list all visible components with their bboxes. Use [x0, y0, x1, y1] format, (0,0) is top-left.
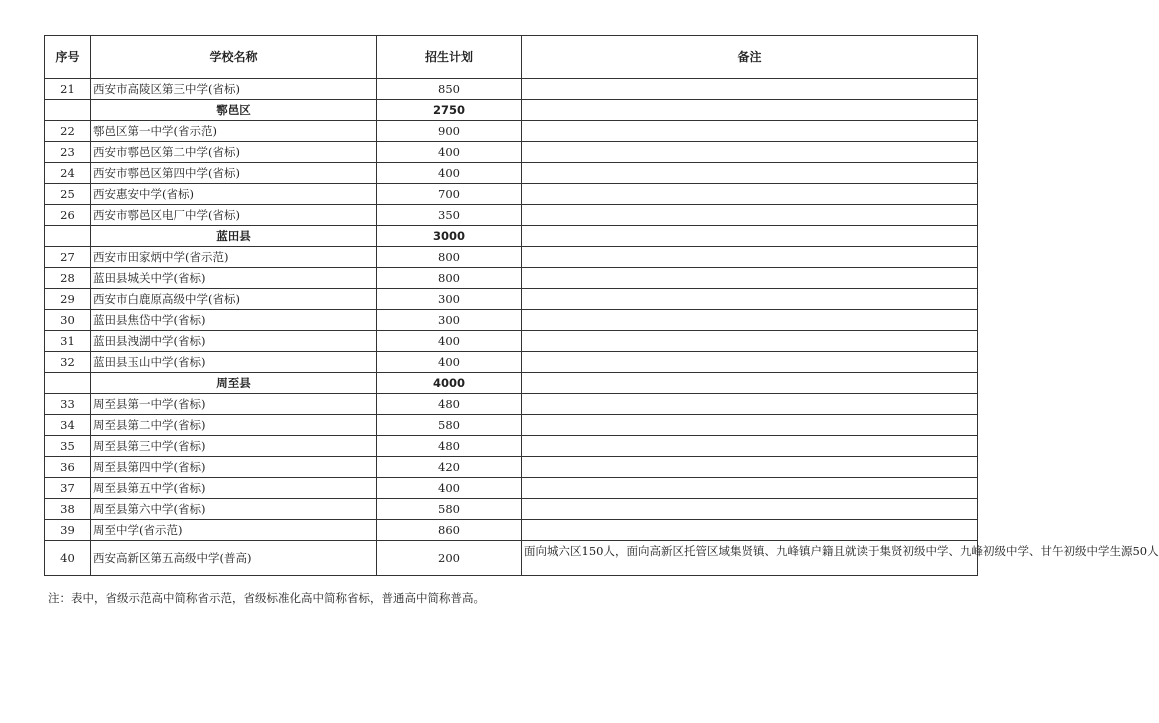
row-number: 40: [45, 541, 91, 576]
enrollment-table: [44, 35, 1159, 576]
school-name: 周至县第六中学(省标): [91, 499, 377, 520]
header-plan: 招生计划: [377, 36, 522, 79]
row-number: 34: [45, 415, 91, 436]
remarks: [522, 520, 978, 541]
school-row: [45, 289, 978, 310]
district-row: [45, 373, 978, 394]
enrollment-plan: 800: [377, 247, 522, 268]
enrollment-plan: 580: [377, 499, 522, 520]
school-row: [45, 520, 978, 541]
school-row: [45, 436, 978, 457]
header-school: 学校名称: [91, 36, 377, 79]
school-name: 周至中学(省示范): [91, 520, 377, 541]
school-name: 西安高新区第五高级中学(普高): [91, 541, 377, 576]
enrollment-plan: 400: [377, 142, 522, 163]
row-number: 24: [45, 163, 91, 184]
row-number: 30: [45, 310, 91, 331]
enrollment-plan: 300: [377, 310, 522, 331]
enrollment-plan: 480: [377, 394, 522, 415]
school-name: 西安市鄠邑区第二中学(省标): [91, 142, 377, 163]
enrollment-plan: 400: [377, 163, 522, 184]
footnote: 注：表中，省级示范高中简称省示范，省级标准化高中简称省标，普通高中简称普高。: [48, 591, 485, 605]
school-row: [45, 310, 978, 331]
enrollment-plan: 800: [377, 268, 522, 289]
table-body: [45, 79, 1159, 576]
remarks: [522, 247, 978, 268]
school-name: 周至县第五中学(省标): [91, 478, 377, 499]
district-note-cell: [522, 226, 978, 247]
school-name: 蓝田县焦岱中学(省标): [91, 310, 377, 331]
school-row: [45, 457, 978, 478]
enrollment-plan: 480: [377, 436, 522, 457]
enrollment-plan: 420: [377, 457, 522, 478]
row-number: 31: [45, 331, 91, 352]
remarks: [522, 142, 978, 163]
row-number: 27: [45, 247, 91, 268]
school-name: 西安惠安中学(省标): [91, 184, 377, 205]
row-number: 26: [45, 205, 91, 226]
enrollment-plan: 900: [377, 121, 522, 142]
row-number: 29: [45, 289, 91, 310]
row-number: 25: [45, 184, 91, 205]
remarks: [522, 289, 978, 310]
school-row: [45, 121, 978, 142]
row-number: 38: [45, 499, 91, 520]
remarks: [522, 310, 978, 331]
school-row: [45, 499, 978, 520]
school-row: [45, 331, 978, 352]
district-no-cell: [45, 226, 91, 247]
district-plan-total: 2750: [377, 100, 522, 121]
remarks: [522, 121, 978, 142]
remarks: [522, 457, 978, 478]
school-name: 西安市高陵区第三中学(省标): [91, 79, 377, 100]
school-row: [45, 415, 978, 436]
school-name: 周至县第四中学(省标): [91, 457, 377, 478]
row-number: 39: [45, 520, 91, 541]
header-no: 序号: [45, 36, 91, 79]
remarks: [522, 205, 978, 226]
remarks: [522, 79, 978, 100]
district-row: [45, 226, 978, 247]
row-number: 33: [45, 394, 91, 415]
school-name: 西安市鄠邑区电厂中学(省标): [91, 205, 377, 226]
district-name: 蓝田县: [91, 226, 377, 247]
enrollment-plan: 400: [377, 331, 522, 352]
school-name: 蓝田县玉山中学(省标): [91, 352, 377, 373]
enrollment-plan: 700: [377, 184, 522, 205]
district-name: 周至县: [91, 373, 377, 394]
school-row: [45, 268, 978, 289]
school-row: [45, 142, 978, 163]
remarks: [522, 352, 978, 373]
school-name: 鄠邑区第一中学(省示范): [91, 121, 377, 142]
row-number: 21: [45, 79, 91, 100]
enrollment-plan: 400: [377, 478, 522, 499]
school-name: 西安市白鹿原高级中学(省标): [91, 289, 377, 310]
enrollment-plan: 580: [377, 415, 522, 436]
district-plan-total: 4000: [377, 373, 522, 394]
remarks: [522, 436, 978, 457]
header-note: 备注: [522, 36, 978, 79]
school-name: 蓝田县洩湖中学(省标): [91, 331, 377, 352]
enrollment-plan: 350: [377, 205, 522, 226]
school-row: [45, 352, 978, 373]
row-number: 37: [45, 478, 91, 499]
school-name: 蓝田县城关中学(省标): [91, 268, 377, 289]
school-name: 周至县第三中学(省标): [91, 436, 377, 457]
remarks: [522, 268, 978, 289]
row-number: 36: [45, 457, 91, 478]
school-row: [45, 394, 978, 415]
remarks: [522, 499, 978, 520]
remarks: [522, 394, 978, 415]
table-header-row: [45, 36, 978, 79]
district-note-cell: [522, 100, 978, 121]
district-name: 鄠邑区: [91, 100, 377, 121]
school-row: [45, 163, 978, 184]
school-name: 西安市鄠邑区第四中学(省标): [91, 163, 377, 184]
school-row: [45, 478, 978, 499]
remarks: 面向城六区150人，面向高新区托管区域集贤镇、九峰镇户籍且就读于集贤初级中学、九峰初级中学、甘午初级中学生源50人: [522, 541, 978, 576]
school-row: [45, 184, 978, 205]
school-row: [45, 247, 978, 268]
school-name: 周至县第二中学(省标): [91, 415, 377, 436]
school-name: 西安市田家炳中学(省示范): [91, 247, 377, 268]
row-number: 28: [45, 268, 91, 289]
row-number: 35: [45, 436, 91, 457]
district-plan-total: 3000: [377, 226, 522, 247]
remarks: [522, 184, 978, 205]
enrollment-plan: 850: [377, 79, 522, 100]
remarks: [522, 415, 978, 436]
enrollment-plan: 400: [377, 352, 522, 373]
remarks: [522, 331, 978, 352]
remarks: [522, 163, 978, 184]
school-row: [45, 79, 978, 100]
district-row: [45, 100, 978, 121]
enrollment-plan: 860: [377, 520, 522, 541]
enrollment-plan: 200: [377, 541, 522, 576]
row-number: 22: [45, 121, 91, 142]
district-no-cell: [45, 373, 91, 394]
district-note-cell: [522, 373, 978, 394]
school-row: [45, 205, 978, 226]
row-number: 23: [45, 142, 91, 163]
school-name: 周至县第一中学(省标): [91, 394, 377, 415]
district-no-cell: [45, 100, 91, 121]
enrollment-plan: 300: [377, 289, 522, 310]
row-number: 32: [45, 352, 91, 373]
school-row: [45, 541, 978, 576]
remarks: [522, 478, 978, 499]
